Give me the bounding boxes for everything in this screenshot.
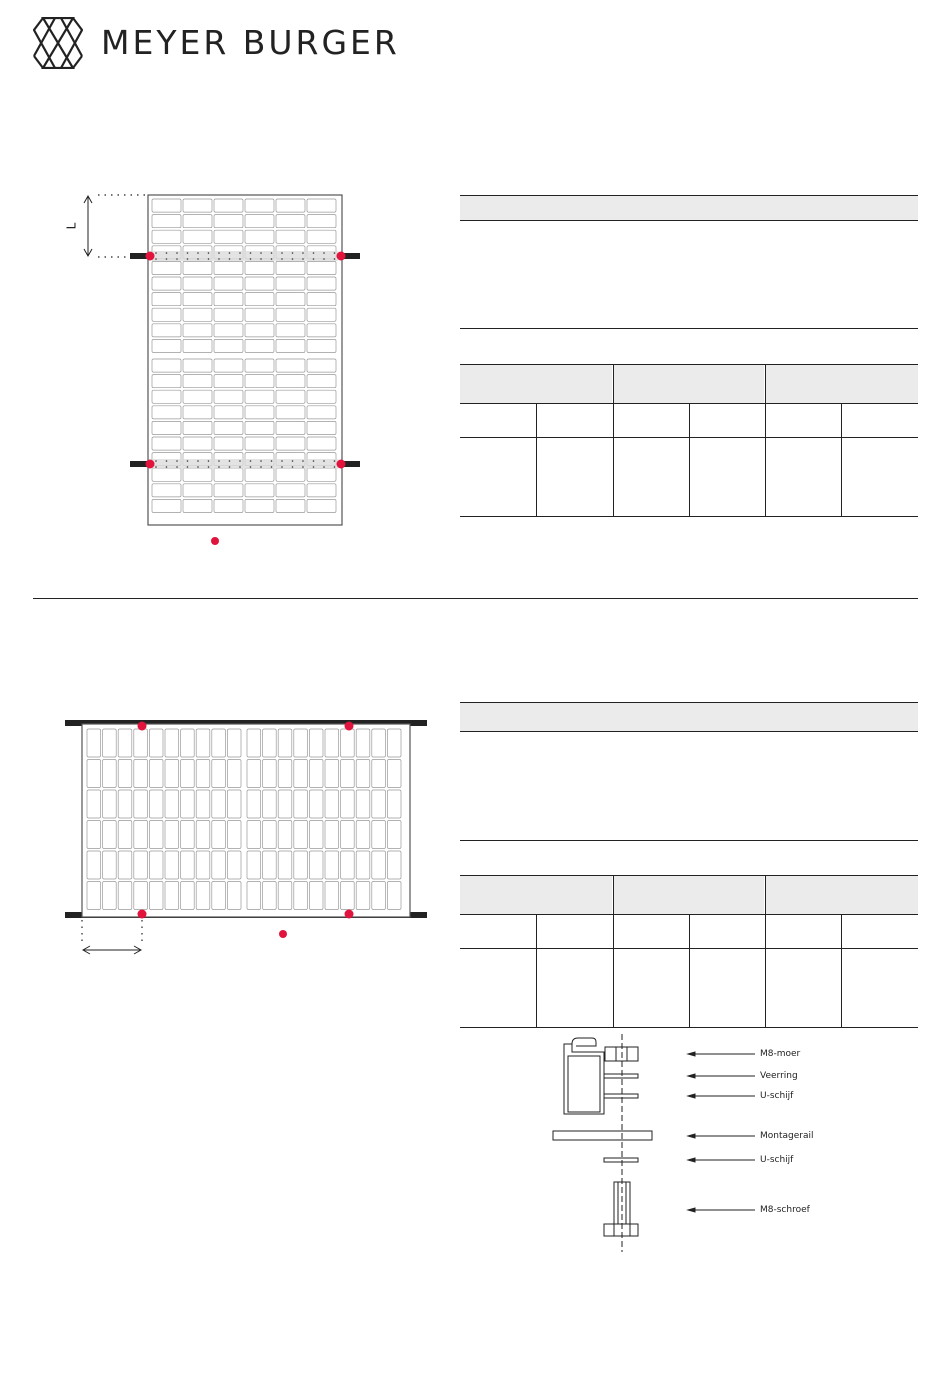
solar-cell	[276, 359, 305, 372]
solar-cell	[183, 277, 212, 290]
solar-cell	[387, 882, 401, 910]
solar-cell	[341, 882, 355, 910]
solar-cell	[152, 437, 181, 450]
table1-header-band	[460, 196, 918, 220]
solar-cell	[307, 375, 336, 388]
solar-cell	[276, 375, 305, 388]
solar-cell	[341, 790, 355, 818]
solar-cell	[103, 882, 117, 910]
solar-cell	[196, 790, 210, 818]
solar-cell	[307, 339, 336, 352]
solar-cell	[181, 882, 195, 910]
solar-cell	[183, 406, 212, 419]
solar-cell	[325, 821, 339, 849]
solar-cell	[165, 760, 179, 788]
solar-cell	[212, 790, 226, 818]
solar-cell	[356, 760, 370, 788]
solar-cell	[341, 729, 355, 757]
solar-cell	[87, 790, 101, 818]
solar-cell	[387, 790, 401, 818]
solar-cell	[263, 821, 277, 849]
solar-cell	[325, 851, 339, 879]
solar-cell	[103, 729, 117, 757]
solar-cell	[227, 729, 241, 757]
solar-cell	[212, 882, 226, 910]
solar-cell	[183, 230, 212, 243]
solar-cell	[103, 760, 117, 788]
clamp-point-marker	[337, 252, 346, 261]
solar-cell	[341, 851, 355, 879]
solar-cell	[214, 324, 243, 337]
solar-cell	[372, 821, 386, 849]
solar-cell	[245, 308, 274, 321]
solar-cell	[134, 851, 148, 879]
solar-cell	[356, 821, 370, 849]
solar-cell	[87, 729, 101, 757]
solar-cell	[212, 851, 226, 879]
solar-cell	[294, 851, 308, 879]
solar-cell	[294, 760, 308, 788]
solar-cell	[214, 406, 243, 419]
solar-cell	[307, 215, 336, 228]
legend-marker	[279, 930, 287, 938]
solar-cell	[307, 261, 336, 274]
solar-cell	[278, 882, 292, 910]
table2-header-rule	[460, 731, 918, 732]
solar-cell	[165, 790, 179, 818]
solar-cell	[152, 261, 181, 274]
solar-cell	[247, 790, 261, 818]
solar-cell	[183, 215, 212, 228]
landscape-panel-diagram	[60, 712, 440, 962]
solar-cell	[152, 199, 181, 212]
solar-cell	[325, 729, 339, 757]
solar-cell	[152, 468, 181, 481]
solar-cell	[276, 468, 305, 481]
solar-cell	[372, 790, 386, 818]
solar-cell	[214, 484, 243, 497]
solar-cell	[387, 760, 401, 788]
table1-section-rule	[460, 328, 918, 329]
solar-cell	[245, 339, 274, 352]
solar-cell	[356, 882, 370, 910]
solar-cell	[214, 230, 243, 243]
solar-cell	[134, 821, 148, 849]
solar-cell	[103, 790, 117, 818]
solar-cell	[387, 729, 401, 757]
solar-cell	[372, 851, 386, 879]
solar-cell	[183, 421, 212, 434]
solar-cell	[183, 339, 212, 352]
solar-cell	[307, 324, 336, 337]
solar-cell	[181, 729, 195, 757]
clamp-point-marker	[138, 722, 147, 731]
solar-cell	[309, 882, 323, 910]
solar-cell	[263, 882, 277, 910]
solar-cell	[307, 390, 336, 403]
solar-cell	[152, 308, 181, 321]
solar-cell	[118, 851, 132, 879]
solar-cell	[356, 851, 370, 879]
solar-cell	[245, 499, 274, 512]
solar-cell	[183, 468, 212, 481]
table2-header-band	[460, 703, 918, 731]
solar-cell	[149, 760, 163, 788]
solar-cell	[214, 277, 243, 290]
solar-cell	[183, 293, 212, 306]
solar-cell	[118, 760, 132, 788]
solar-cell	[134, 882, 148, 910]
solar-cell	[152, 499, 181, 512]
solar-cell	[227, 882, 241, 910]
solar-cell	[294, 821, 308, 849]
solar-cell	[103, 851, 117, 879]
solar-cell	[276, 308, 305, 321]
solar-cell	[152, 277, 181, 290]
solar-cell	[263, 760, 277, 788]
clamp-point-marker	[138, 910, 147, 919]
clamp-point-marker	[345, 722, 354, 731]
solar-cell	[214, 261, 243, 274]
solar-cell	[214, 390, 243, 403]
solar-cell	[212, 729, 226, 757]
clamp-point-marker	[337, 460, 346, 469]
label-m8-bolt: M8-schroef	[760, 1205, 810, 1215]
solar-cell	[214, 215, 243, 228]
solar-cell	[325, 790, 339, 818]
solar-cell	[118, 821, 132, 849]
label-u-washer-top: U-schijf	[760, 1091, 794, 1101]
solar-cell	[245, 468, 274, 481]
solar-cell	[245, 390, 274, 403]
meyer-burger-x-logo-icon	[33, 17, 83, 69]
solar-cell	[196, 729, 210, 757]
label-m8-nut: M8-moer	[760, 1049, 801, 1059]
solar-cell	[152, 324, 181, 337]
solar-cell	[245, 215, 274, 228]
solar-cell	[214, 421, 243, 434]
solar-cell	[245, 375, 274, 388]
solar-cell	[263, 851, 277, 879]
section-divider	[33, 598, 918, 599]
solar-cell	[307, 277, 336, 290]
solar-cell	[247, 882, 261, 910]
solar-cell	[152, 375, 181, 388]
solar-cell	[181, 790, 195, 818]
solar-cell	[276, 324, 305, 337]
solar-cell	[214, 437, 243, 450]
solar-cell	[247, 760, 261, 788]
solar-cell	[307, 308, 336, 321]
solar-cell	[245, 293, 274, 306]
solar-cell	[183, 308, 212, 321]
solar-cell	[245, 261, 274, 274]
solar-cell	[134, 760, 148, 788]
solar-cell	[245, 359, 274, 372]
clamp-point-marker	[345, 910, 354, 919]
solar-cell	[341, 821, 355, 849]
solar-cell	[276, 199, 305, 212]
solar-cell	[149, 790, 163, 818]
solar-cell	[307, 437, 336, 450]
solar-cell	[165, 729, 179, 757]
solar-cell	[212, 760, 226, 788]
solar-cell	[309, 760, 323, 788]
solar-cell	[183, 390, 212, 403]
solar-cell	[103, 821, 117, 849]
solar-cell	[227, 821, 241, 849]
solar-cell	[276, 230, 305, 243]
solar-cell	[247, 821, 261, 849]
solar-cell	[245, 324, 274, 337]
solar-cell	[152, 230, 181, 243]
solar-cell	[276, 437, 305, 450]
solar-cell	[214, 499, 243, 512]
solar-cell	[214, 199, 243, 212]
solar-cell	[87, 882, 101, 910]
solar-cell	[134, 790, 148, 818]
solar-cell	[118, 882, 132, 910]
solar-cell	[183, 437, 212, 450]
portrait-panel-diagram	[60, 185, 380, 555]
label-mounting-rail: Montagerail	[760, 1131, 814, 1141]
solar-cell	[372, 729, 386, 757]
solar-cell	[245, 437, 274, 450]
solar-cell	[152, 339, 181, 352]
solar-cell	[276, 277, 305, 290]
solar-cell	[214, 468, 243, 481]
solar-cell	[263, 729, 277, 757]
solar-cell	[247, 729, 261, 757]
solar-cell	[245, 199, 274, 212]
label-spring-washer: Veerring	[760, 1071, 798, 1081]
solar-cell	[181, 851, 195, 879]
solar-cell	[87, 851, 101, 879]
solar-cell	[165, 882, 179, 910]
solar-cell	[183, 499, 212, 512]
solar-cell	[183, 375, 212, 388]
solar-cell	[214, 375, 243, 388]
solar-cell	[294, 729, 308, 757]
solar-cell	[87, 821, 101, 849]
solar-cell	[214, 308, 243, 321]
solar-cell	[309, 851, 323, 879]
solar-cell	[307, 406, 336, 419]
table1-header-rule	[460, 220, 918, 221]
mounting-hardware-drawing	[550, 1032, 850, 1257]
solar-cell	[214, 293, 243, 306]
portrait-panel-figure	[60, 185, 380, 555]
clamp-point-marker	[146, 252, 155, 261]
solar-cell	[183, 359, 212, 372]
solar-cell	[309, 729, 323, 757]
solar-cell	[276, 499, 305, 512]
solar-cell	[294, 882, 308, 910]
solar-cell	[278, 729, 292, 757]
solar-cell	[307, 468, 336, 481]
solar-cell	[227, 851, 241, 879]
solar-cell	[307, 359, 336, 372]
solar-cell	[278, 790, 292, 818]
solar-cell	[181, 821, 195, 849]
solar-cell	[309, 790, 323, 818]
solar-cell	[245, 277, 274, 290]
hardware-diagram	[550, 1032, 850, 1257]
solar-cell	[196, 882, 210, 910]
solar-cell	[165, 851, 179, 879]
solar-cell	[214, 359, 243, 372]
solar-cell	[263, 790, 277, 818]
solar-cell	[356, 790, 370, 818]
solar-cell	[307, 199, 336, 212]
brand-name: MEYER BURGER	[101, 23, 400, 62]
solar-cell	[325, 882, 339, 910]
solar-cell	[276, 421, 305, 434]
solar-cell	[307, 293, 336, 306]
solar-cell	[118, 729, 132, 757]
solar-cell	[325, 760, 339, 788]
solar-cell	[276, 484, 305, 497]
solar-cell	[152, 421, 181, 434]
solar-cell	[183, 261, 212, 274]
solar-cell	[372, 882, 386, 910]
solar-cell	[278, 821, 292, 849]
solar-cell	[152, 293, 181, 306]
solar-cell	[276, 293, 305, 306]
solar-cell	[212, 821, 226, 849]
solar-cell	[278, 760, 292, 788]
solar-cell	[276, 390, 305, 403]
solar-cell	[214, 339, 243, 352]
solar-cell	[294, 790, 308, 818]
table2-section-rule	[460, 840, 918, 841]
solar-cell	[247, 851, 261, 879]
solar-cell	[276, 215, 305, 228]
clamp-point-marker	[146, 460, 155, 469]
solar-cell	[309, 821, 323, 849]
solar-cell	[227, 760, 241, 788]
legend-marker	[211, 537, 219, 545]
label-u-washer-bottom: U-schijf	[760, 1155, 794, 1165]
brand-logo	[33, 17, 403, 72]
solar-cell	[307, 421, 336, 434]
solar-cell	[307, 484, 336, 497]
solar-cell	[149, 851, 163, 879]
solar-cell	[245, 406, 274, 419]
solar-cell	[245, 230, 274, 243]
solar-cell	[307, 230, 336, 243]
solar-cell	[183, 324, 212, 337]
solar-cell	[152, 390, 181, 403]
solar-cell	[152, 215, 181, 228]
solar-cell	[118, 790, 132, 818]
solar-cell	[152, 484, 181, 497]
solar-cell	[134, 729, 148, 757]
solar-cell	[183, 484, 212, 497]
solar-cell	[183, 199, 212, 212]
solar-cell	[276, 406, 305, 419]
solar-cell	[152, 406, 181, 419]
solar-cell	[196, 821, 210, 849]
solar-cell	[387, 821, 401, 849]
solar-cell	[149, 882, 163, 910]
solar-cell	[372, 760, 386, 788]
dimension-label-l: L	[64, 222, 79, 230]
solar-cell	[278, 851, 292, 879]
solar-cell	[341, 760, 355, 788]
solar-cell	[387, 851, 401, 879]
solar-cell	[307, 499, 336, 512]
solar-cell	[149, 729, 163, 757]
solar-cell	[87, 760, 101, 788]
solar-cell	[149, 821, 163, 849]
solar-cell	[245, 421, 274, 434]
solar-cell	[196, 760, 210, 788]
solar-cell	[356, 729, 370, 757]
solar-cell	[165, 821, 179, 849]
solar-cell	[196, 851, 210, 879]
solar-cell	[276, 261, 305, 274]
solar-cell	[245, 484, 274, 497]
solar-cell	[227, 790, 241, 818]
landscape-panel-figure	[60, 712, 440, 962]
solar-cell	[152, 359, 181, 372]
solar-cell	[276, 339, 305, 352]
solar-cell	[181, 760, 195, 788]
